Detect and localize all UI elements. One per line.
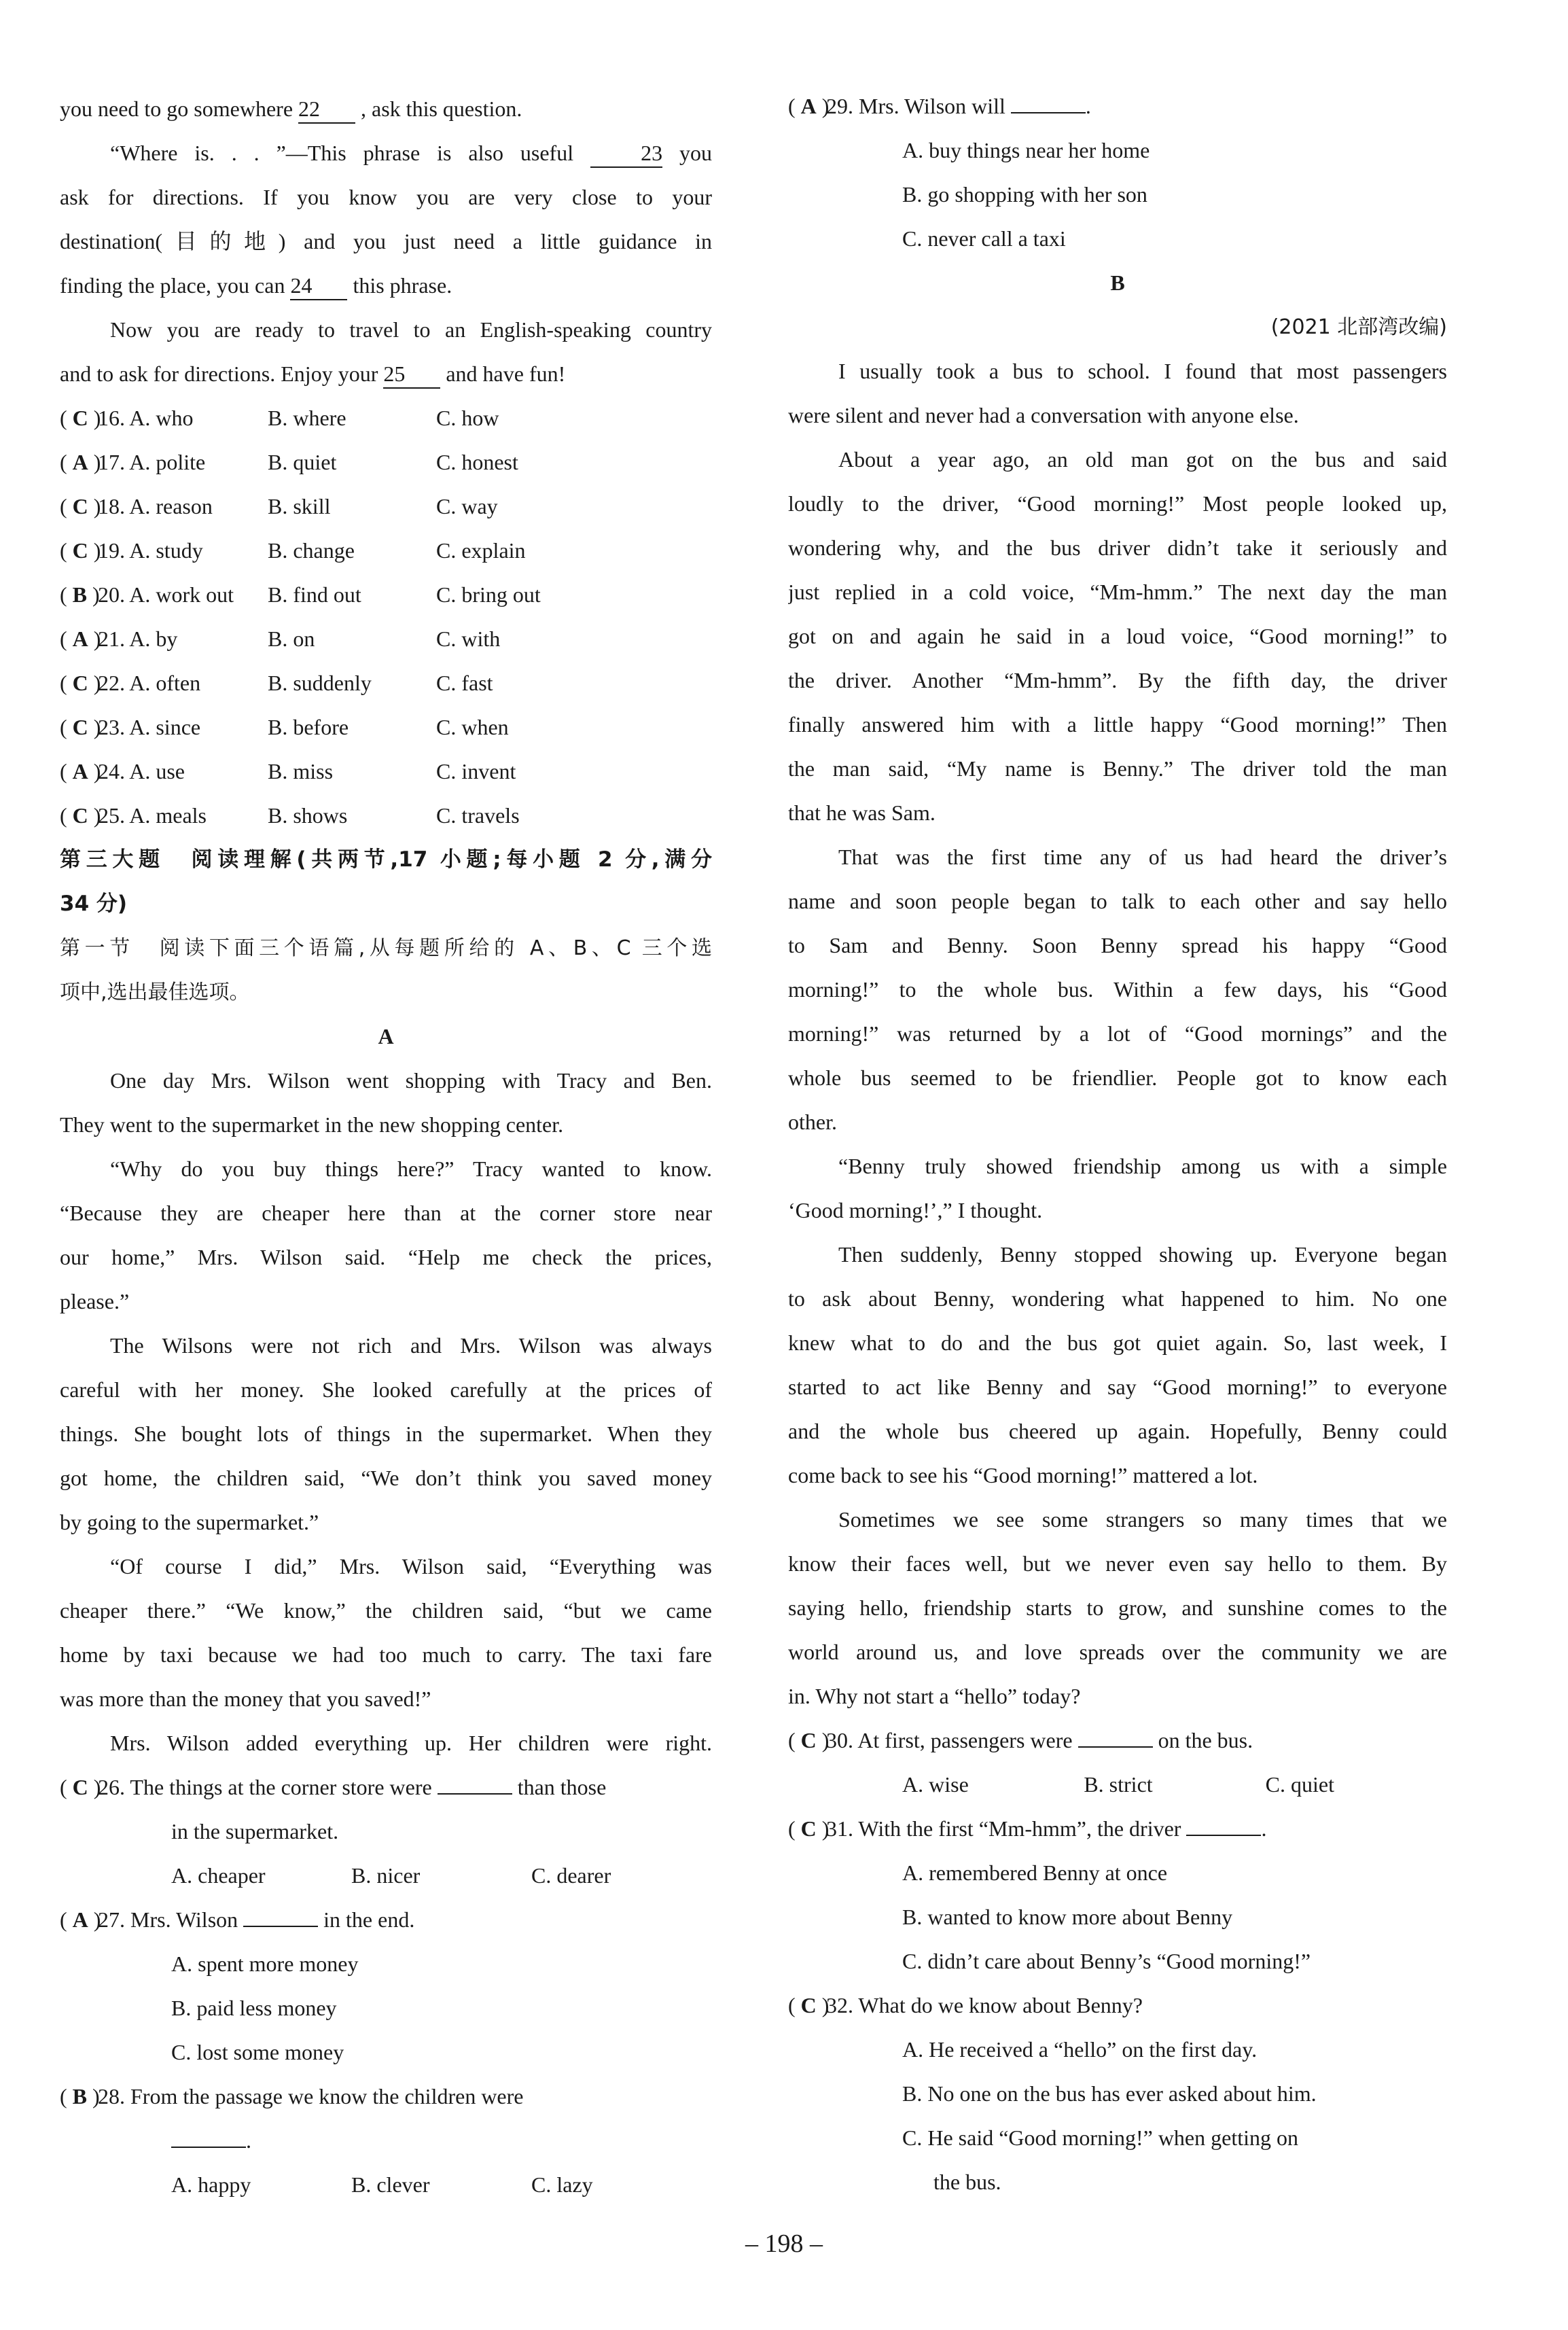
cloze-line: finding the place, you can 24 this phrase. — [60, 264, 712, 308]
option-c-cont: the bus. — [933, 2170, 1001, 2194]
page-number: – 198 – — [745, 2229, 823, 2258]
left-column — [60, 87, 712, 2207]
question-30: ( C )30. At first, passengers were on the bus. A. wise B. strict C. quiet — [788, 1718, 1447, 1807]
blank-22: 22 — [298, 95, 355, 124]
question-28: ( B )28. From the passage we know the children were . A. happy B. clever C. lazy — [60, 2075, 712, 2207]
passage-line: morning!” to the whole bus. Within a few days, his “Good — [788, 977, 1447, 1002]
passage-line: saying hello, friendship starts to grow, and sunshine comes to the — [788, 1595, 1447, 1620]
question-stem: in the supermarket. — [171, 1819, 339, 1843]
section-instruction: 第一节 阅读下面三个语篇,从每题所给的 A、B、C 三个选 — [60, 936, 712, 960]
passage-line: “Because they are cheaper here than at the corner store near — [60, 1201, 712, 1225]
question-31: ( C )31. With the first “Mm-hmm”, the driver . A. remembered Benny at once B. wanted to know more about Benny C. didn’t care about Benny’s “Good morning!” — [788, 1807, 1447, 1983]
passage-line: in. Why not start a “hello” today? — [788, 1684, 1081, 1708]
passage-line: Mrs. Wilson added everything up. Her children were right. — [110, 1731, 712, 1755]
passage-line: home by taxi because we had too much to carry. The taxi fare — [60, 1642, 712, 1667]
passage-source: (2021 北部湾改编) — [1270, 315, 1447, 339]
passage-line: “Benny truly showed friendship among us with a simple — [838, 1154, 1447, 1178]
cloze-line: ask for directions. If you know you are very close to your — [60, 185, 712, 209]
option-c: C. dearer — [531, 1863, 611, 1888]
option-a: A. buy things near her home — [902, 138, 1150, 162]
cloze-line: “Where is. . . ”—This phrase is also useful 23 you — [60, 131, 712, 175]
choice-row: ( C ) 16. A. who B. where C. how — [60, 406, 499, 430]
passage-line: “Why do you buy things here?” Tracy wanted to know. — [110, 1157, 712, 1181]
choice-row: ( B ) 20. A. work out B. find out C. bring out — [60, 582, 541, 607]
passage-line: the driver. Another “Mm-hmm”. By the fifth day, the driver — [788, 668, 1447, 692]
passage-line: Then suddenly, Benny stopped showing up. Everyone began — [838, 1242, 1447, 1267]
option-c: C. never call a taxi — [902, 226, 1066, 251]
choice-row: ( A ) 17. A. polite B. quiet C. honest — [60, 450, 518, 474]
choice-row: ( C ) 23. A. since B. before C. when — [60, 715, 509, 739]
option-a: A. He received a “hello” on the first day. — [902, 2037, 1258, 2062]
option-b: B. No one on the bus has ever asked about him. — [902, 2081, 1317, 2106]
right-column — [788, 87, 1447, 2204]
option-b: B. wanted to know more about Benny — [902, 1905, 1233, 1929]
option-a: A. cheaper — [171, 1863, 266, 1888]
passage-line: got on and again he said in a loud voice, “Good morning!” to — [788, 624, 1447, 648]
passage-heading: A — [378, 1024, 394, 1048]
passage-heading: B — [1110, 270, 1125, 295]
passage-line: morning!” was returned by a lot of “Good mornings” and the — [788, 1021, 1447, 1046]
passage-line: They went to the supermarket in the new shopping center. — [60, 1112, 564, 1137]
passage-line: world around us, and love spreads over the community we are — [788, 1640, 1447, 1664]
question-26: ( C )26. The things at the corner store were than those in the supermarket. A. cheaper B. nicer C. dearer — [60, 1765, 712, 1898]
passage-line: finally answered him with a little happy “Good morning!” Then — [788, 712, 1447, 737]
option-a: A. happy — [171, 2172, 251, 2197]
passage-line: whole bus seemed to be friendlier. People got to know each — [788, 1065, 1447, 1090]
option-c: C. lost some money — [171, 2040, 344, 2064]
passage-line: that he was Sam. — [788, 800, 936, 825]
passage-line: and the whole bus cheered up again. Hopefully, Benny could — [788, 1419, 1447, 1443]
option-c: C. He said “Good morning!” when getting on — [902, 2125, 1298, 2150]
option-a: A. wise — [902, 1772, 969, 1797]
passage-line: careful with her money. She looked carefully at the prices of — [60, 1377, 712, 1402]
passage-b — [788, 349, 1447, 1718]
passage-a — [60, 1059, 712, 1765]
passage-line: come back to see his “Good morning!” mattered a lot. — [788, 1463, 1258, 1487]
blank-25: 25 — [383, 360, 440, 389]
option-a: A. spent more money — [171, 1952, 359, 1976]
blank-24: 24 — [290, 272, 347, 300]
passage-line: please.” — [60, 1289, 130, 1313]
option-a: A. remembered Benny at once — [902, 1860, 1168, 1885]
choice-row: ( C ) 18. A. reason B. skill C. way — [60, 494, 498, 518]
passage-line: to Sam and Benny. Soon Benny spread his happy “Good — [788, 933, 1447, 957]
passage-line: started to act like Benny and say “Good morning!” to everyone — [788, 1375, 1447, 1399]
passage-line: by going to the supermarket.” — [60, 1510, 319, 1534]
passage-line: wondering why, and the bus driver didn’t take it seriously and — [788, 535, 1447, 560]
passage-line: Sometimes we see some strangers so many times that we — [838, 1507, 1447, 1532]
option-b: B. clever — [351, 2172, 430, 2197]
choice-row: ( A ) 21. A. by B. on C. with — [60, 626, 501, 651]
passage-line: things. She bought lots of things in the supermarket. When they — [60, 1422, 712, 1446]
section-instruction: 项中,选出最佳选项。 — [60, 981, 250, 1004]
question-32: ( C )32. What do we know about Benny? A. He received a “hello” on the first day. B. No one on the bus has ever asked about him. C. He said “Good morning!” when getting on the bus. — [788, 1983, 1447, 2204]
passage-line: “Of course I did,” Mrs. Wilson said, “Everything was — [110, 1554, 712, 1578]
choice-row: ( C ) 22. A. often B. suddenly C. fast — [60, 671, 493, 695]
passage-line: was more than the money that you saved!” — [60, 1687, 431, 1711]
passage-line: knew what to do and the bus got quiet again. So, last week, I — [788, 1330, 1447, 1355]
passage-line: were silent and never had a conversation with anyone else. — [788, 403, 1299, 427]
option-b: B. go shopping with her son — [902, 182, 1147, 207]
question-29: ( A )29. Mrs. Wilson will . A. buy things near her home B. go shopping with her son C. never call a taxi — [788, 84, 1447, 261]
passage-line: That was the first time any of us had heard the driver’s — [838, 845, 1447, 869]
passage-line: other. — [788, 1110, 837, 1134]
blank-23: 23 — [590, 139, 662, 168]
passage-line: just replied in a cold voice, “Mm-hmm.” The next day the man — [788, 580, 1447, 604]
passage-line: I usually took a bus to school. I found that most passengers — [838, 359, 1447, 383]
cloze-line: Now you are ready to travel to an English-speaking country — [110, 317, 712, 342]
choice-row: ( C ) 25. A. meals B. shows C. travels — [60, 803, 520, 828]
passage-line: About a year ago, an old man got on the bus and said — [838, 447, 1447, 472]
option-b: B. strict — [1084, 1772, 1153, 1797]
section-title: 第三大题 阅读理解(共两节,17 小题;每小题 2 分,满分 — [60, 847, 712, 872]
passage-line: One day Mrs. Wilson went shopping with Tracy and Ben. — [110, 1068, 712, 1093]
passage-line: The Wilsons were not rich and Mrs. Wilson was always — [110, 1333, 712, 1358]
passage-line: loudly to the driver, “Good morning!” Most people looked up, — [788, 491, 1447, 516]
passage-line: got home, the children said, “We don’t think you saved money — [60, 1466, 712, 1490]
choice-row: ( A ) 24. A. use B. miss C. invent — [60, 759, 516, 783]
passage-line: to ask about Benny, wondering what happened to him. No one — [788, 1286, 1447, 1311]
section-title: 34 分) — [60, 892, 128, 916]
option-c: C. lazy — [531, 2172, 593, 2197]
cloze-line: and to ask for directions. Enjoy your 25 and have fun! — [60, 352, 712, 396]
option-b: B. nicer — [351, 1863, 421, 1888]
passage-line: name and soon people began to talk to each other and say hello — [788, 889, 1447, 913]
passage-line: the man said, “My name is Benny.” The driver told the man — [788, 756, 1447, 781]
cloze-line: you need to go somewhere 22 , ask this question. — [60, 87, 712, 131]
cloze-line: destination(目的地) and you just need a little guidance in — [60, 229, 712, 253]
option-c: C. quiet — [1265, 1772, 1334, 1797]
option-c: C. didn’t care about Benny’s “Good morning!” — [902, 1949, 1311, 1973]
option-b: B. paid less money — [171, 1996, 337, 2020]
passage-line: our home,” Mrs. Wilson said. “Help me check the prices, — [60, 1245, 712, 1269]
passage-line: cheaper there.” “We know,” the children said, “but we came — [60, 1598, 712, 1623]
passage-line: ‘Good morning!’,” I thought. — [788, 1198, 1043, 1222]
passage-line: know their faces well, but we never even say hello to them. By — [788, 1551, 1447, 1576]
question-27: ( A )27. Mrs. Wilson in the end. A. spent more money B. paid less money C. lost some money — [60, 1898, 712, 2075]
cloze-choices — [60, 396, 712, 838]
choice-row: ( C ) 19. A. study B. change C. explain — [60, 538, 526, 563]
